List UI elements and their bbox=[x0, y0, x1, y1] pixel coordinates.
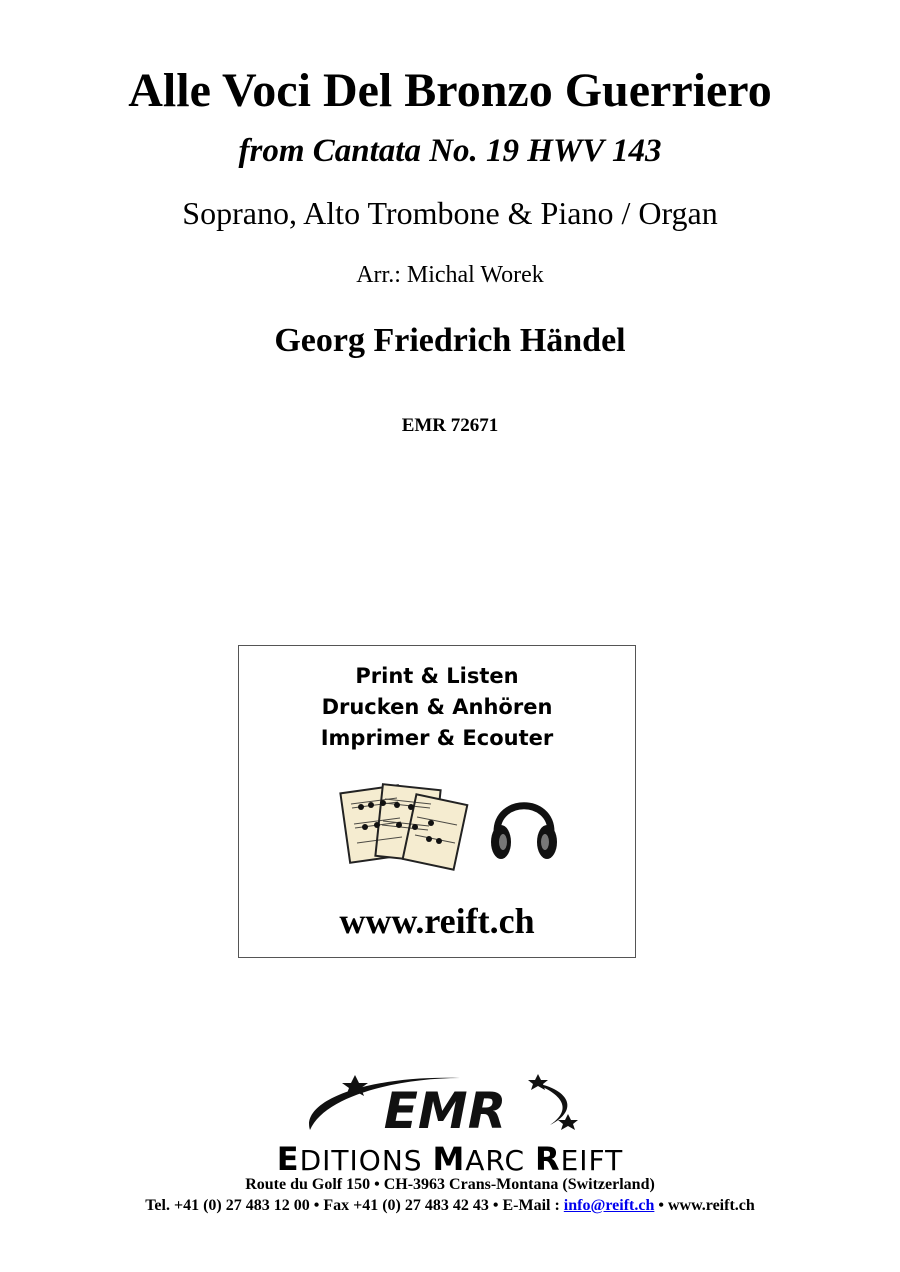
publisher-address: Route du Golf 150 • CH-3963 Crans-Montana (Switzerland) bbox=[245, 1176, 655, 1193]
contact-website: • www.reift.ch bbox=[654, 1197, 755, 1214]
publisher-contact bbox=[0, 1197, 900, 1215]
promo-icons bbox=[339, 779, 559, 874]
publisher-name-initial-e: E bbox=[276, 1140, 300, 1178]
sheet-music-icon bbox=[340, 784, 467, 870]
contact-phone-fax: Tel. +41 (0) 27 483 12 00 • Fax +41 (0) 27 483 42 43 • E-Mail : bbox=[145, 1197, 564, 1214]
composer: Georg Friedrich Händel bbox=[274, 322, 626, 359]
publisher-name bbox=[0, 1140, 900, 1178]
publisher-name-initial-r: R bbox=[534, 1140, 561, 1178]
publisher-name-part-arc: ARC bbox=[465, 1144, 535, 1177]
publisher-name-part-ditions: DITIONS bbox=[299, 1144, 433, 1177]
email-link[interactable]: info@reift.ch bbox=[563, 1197, 655, 1214]
headphones-icon bbox=[491, 806, 557, 859]
promo-url: www.reift.ch bbox=[339, 901, 535, 941]
arranger: Arr.: Michal Worek bbox=[356, 262, 544, 288]
instrumentation: Soprano, Alto Trombone & Piano / Organ bbox=[182, 195, 718, 231]
page-title: Alle Voci Del Bronzo Guerriero bbox=[128, 64, 772, 117]
promo-line-en: Print & Listen bbox=[355, 664, 519, 688]
logo-text: EMR bbox=[383, 1082, 507, 1140]
page-subtitle: from Cantata No. 19 HWV 143 bbox=[238, 133, 662, 169]
print-listen-box bbox=[238, 645, 636, 958]
catalog-code: EMR 72671 bbox=[401, 415, 499, 436]
promo-line-fr: Imprimer & Ecouter bbox=[320, 726, 554, 750]
publisher-name-initial-m: M bbox=[432, 1140, 466, 1178]
promo-line-de: Drucken & Anhören bbox=[321, 695, 553, 719]
publisher-name-part-eift: EIFT bbox=[560, 1144, 624, 1177]
emr-logo bbox=[230, 1070, 670, 1140]
